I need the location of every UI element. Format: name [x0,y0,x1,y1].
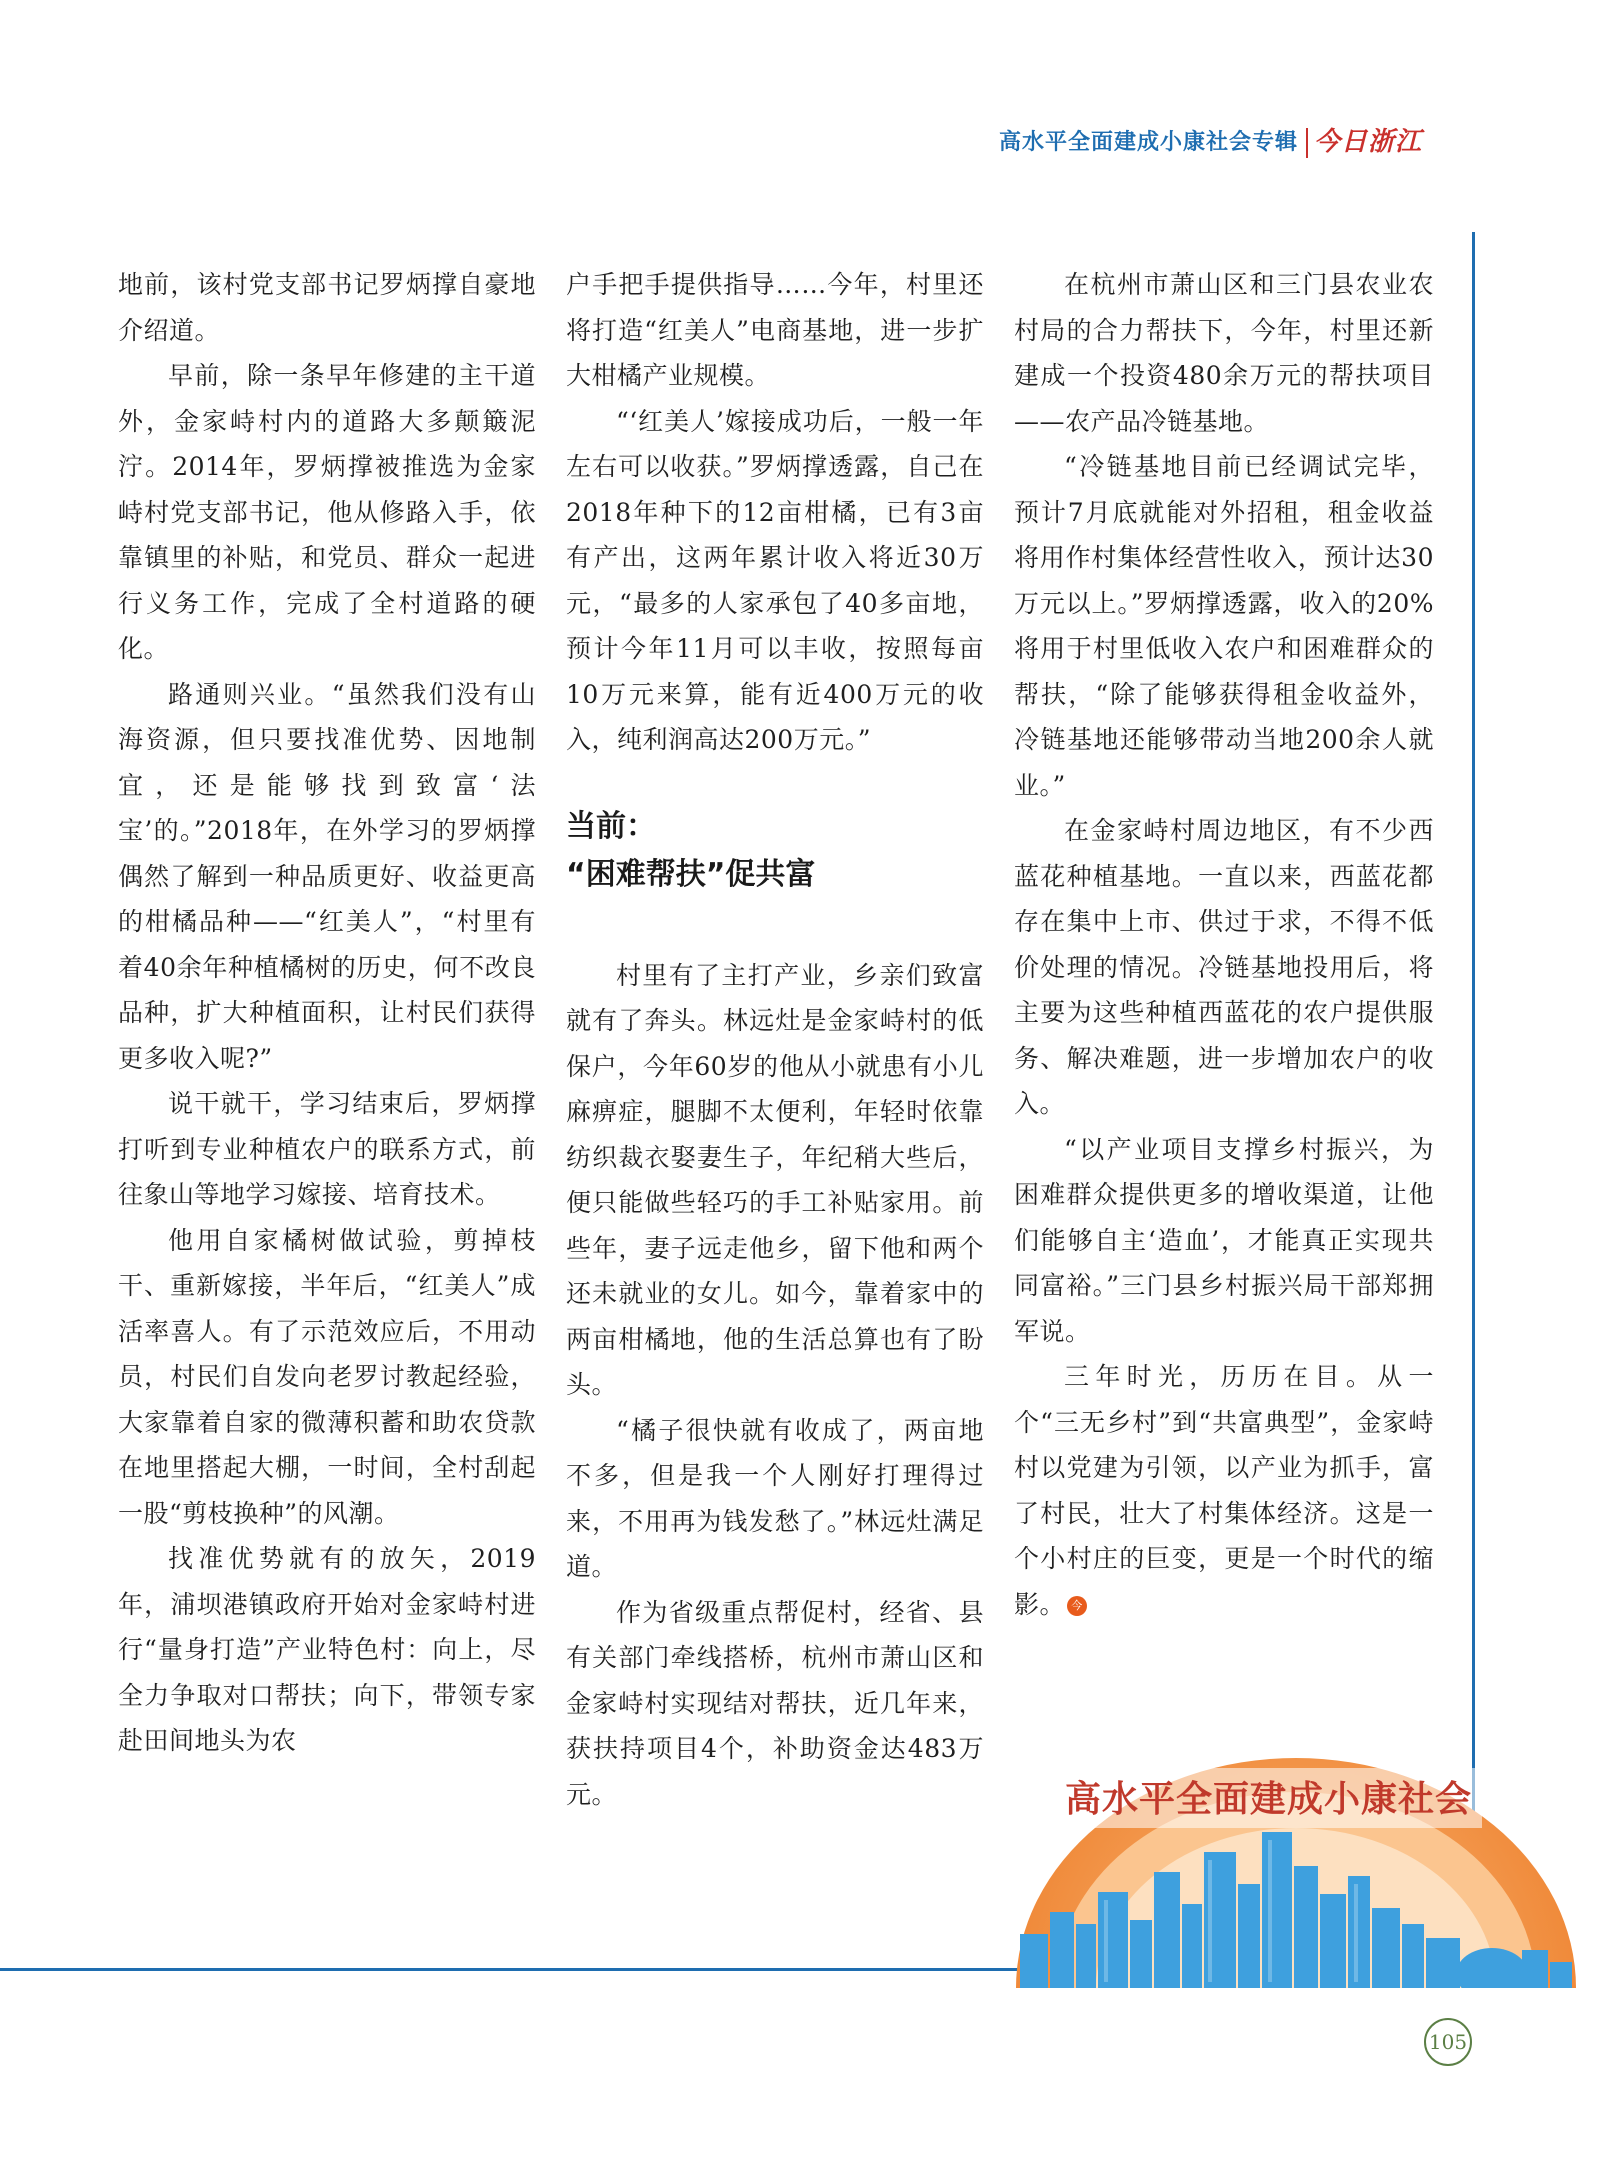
page-header [999,118,1422,158]
paragraph: “橘子很快就有收成了，两亩地不多，但是我一个人刚好打理得过来，不用再为钱发愁了。”林远灶满足道。 [566,1415,984,1581]
section-heading [566,803,984,899]
paragraph: “‘红美人’嫁接成功后，一般一年左右可以收获。”罗炳撑透露，自己在2018年种下的12亩柑橘，已有3亩有产出，这两年累计收入将近30万元，“最多的人家承包了40多亩地，预计今年11月可以丰收，按照每亩10万元来算，能有近400万元的收入，纯利润高达200万元。” [566,406,984,754]
paragraph: 在金家峙村周边地区，有不少西蓝花种植基地。一直以来，西蓝花都存在集中上市、供过于求，不得不低价处理的情况。冷链基地投用后，将主要为这些种植西蓝花的农户提供服务、解决难题，进一步增加农户的收入。 [1014,816,1434,1118]
paragraph: “冷链基地目前已经调试完毕，预计7月底就能对外招租，租金收益将用作村集体经营性收入，预计达30万元以上。”罗炳撑透露，收入的20%将用于村里低收入农户和困难群众的帮扶，“除了能够获得租金收益外，冷链基地还能够带动当地200余人就业。” [1014,452,1434,800]
paragraph: 村里有了主打产业，乡亲们致富就有了奔头。林远灶是金家峙村的低保户，今年60岁的他从小就患有小儿麻痹症，腿脚不太便利，年轻时依靠纺织裁衣娶妻生子，年纪稍大些后，便只能做些轻巧的手工补贴家用。前些年，妻子远走他乡，留下他和两个还未就业的女儿。如今，靠着家中的两亩柑橘地，他的生活总算也有了盼头。 [566,960,984,1399]
end-mark-icon: 今 [1067,1596,1087,1616]
page-number: 105 [1424,2018,1472,2066]
paragraph: 他用自家橘树做试验，剪掉枝干、重新嫁接，半年后，“红美人”成活率喜人。有了示范效应后，不用动员，村民们自发向老罗讨教起经验，大家靠着自家的微薄积蓄和助农贷款在地里搭起大棚，一时间，全村刮起一股“剪枝换种”的风潮。 [118,1225,536,1528]
paragraph: 在杭州市萧山区和三门县农业农村局的合力帮扶下，今年，村里还新建成一个投资480余万元的帮扶项目——农产品冷链基地。 [1014,270,1434,436]
paragraph [1014,1354,1434,1627]
paragraph: 作为省级重点帮促村，经省、县有关部门牵线搭桥，杭州市萧山区和金家峙村实现结对帮扶，近几年来，获扶持项目4个，补助资金达483万元。 [566,1597,984,1809]
header-divider [1306,128,1308,158]
paragraph: 户手把手提供指导……今年，村里还将打造“红美人”电商基地，进一步扩大柑橘产业规模。 [566,270,984,390]
banner-title: 高水平全面建成小康社会 [1055,1768,1482,1828]
column-rule-right [1472,232,1475,1830]
text-column-1 [118,262,536,1764]
paragraph: 说干就干，学习结束后，罗炳撑打听到专业种植农户的联系方式，前往象山等地学习嫁接、培育技术。 [118,1089,536,1209]
magazine-logo: 今日浙江 [1313,127,1422,157]
series-title: 高水平全面建成小康社会专辑 [998,130,1298,155]
paragraph: 地前，该村党支部书记罗炳撑自豪地介绍道。 [118,270,536,345]
text-column-2 [566,262,984,1817]
section-heading-line2: “困难帮扶”促共富 [566,856,816,892]
section-heading-line1: 当前： [566,808,656,844]
paragraph: 找准优势就有的放矢，2019年，浦坝港镇政府开始对金家峙村进行“量身打造”产业特色村：向上，尽全力争取对口帮扶；向下，带领专家赴田间地头为农 [118,1544,536,1755]
closing-paragraph-text: 三年时光，历历在目。从一个“三无乡村”到“共富典型”，金家峙村以党建为引领，以产业为抓手，富了村民，壮大了村集体经济。这是一个小村庄的巨变，更是一个时代的缩影。 [1014,1362,1434,1619]
paragraph: 路通则兴业。“虽然我们没有山海资源，但只要找准优势、因地制宜，还是能够找到致富‘法宝’的。”2018年，在外学习的罗炳撑偶然了解到一种品质更好、收益更高的柑橘品种——“红美人”，“村里有着40余年种植橘树的历史，何不改良品种，扩大种植面积，让村民们获得更多收入呢?” [118,679,536,1073]
paragraph: 早前，除一条早年修建的主干道外，金家峙村内的道路大多颠簸泥泞。2014年，罗炳撑被推选为金家峙村党支部书记，他从修路入手，依靠镇里的补贴，和党员、群众一起进行义务工作，完成了全村道路的硬化。 [118,361,536,663]
text-column-3 [1014,262,1434,1627]
paragraph: “以产业项目支撑乡村振兴，为困难群众提供更多的增收渠道，让他们能够自主‘造血’，才能真正实现共同富裕。”三门县乡村振兴局干部郑拥军说。 [1014,1134,1434,1346]
